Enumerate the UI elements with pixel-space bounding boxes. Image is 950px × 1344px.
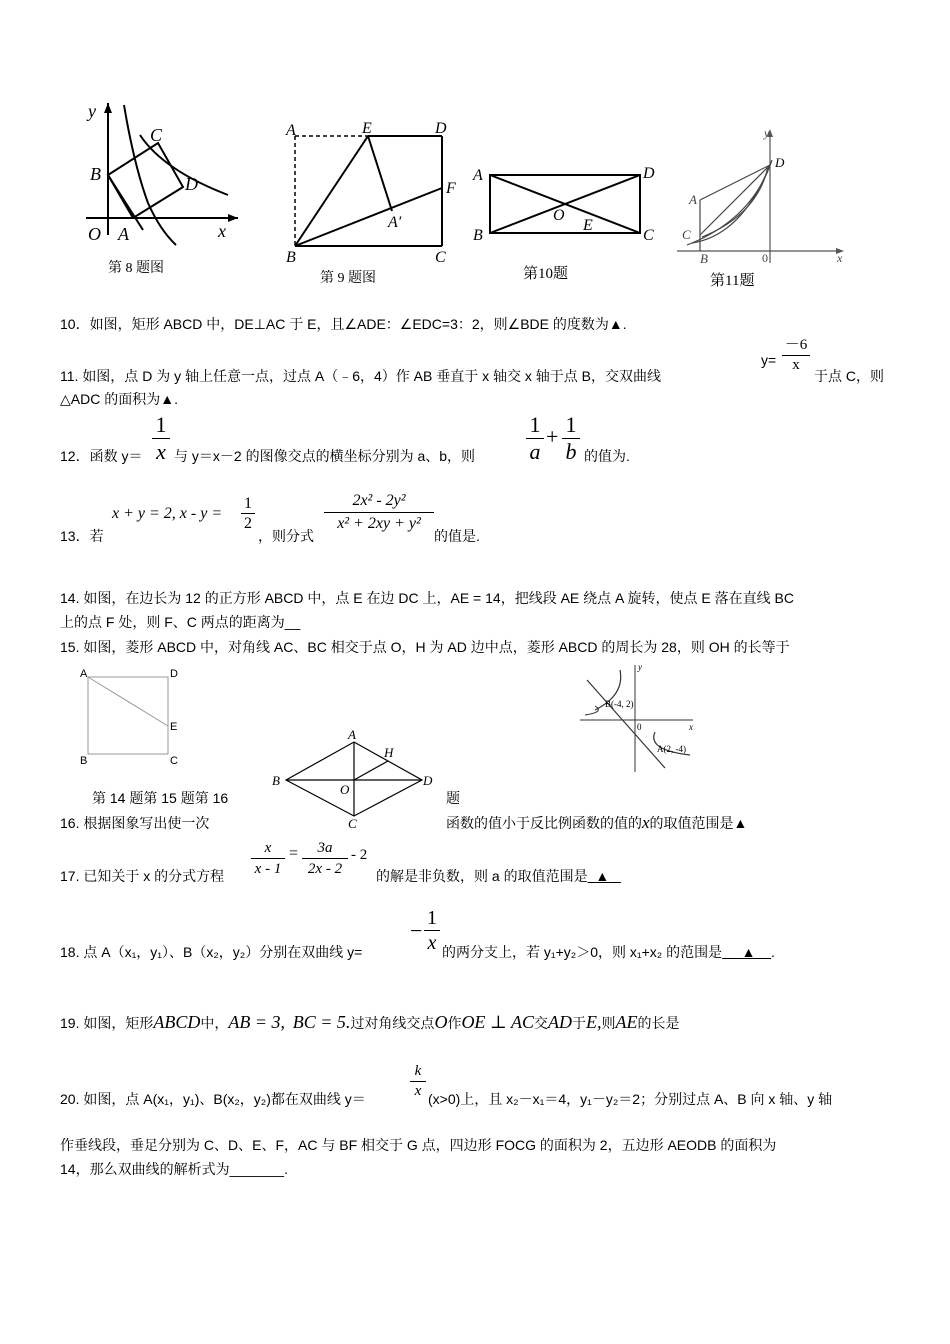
fig16-label-b: B(-4, 2): [605, 699, 634, 709]
fig10-label-d: D: [643, 165, 655, 182]
q12-fraction-den: x: [156, 439, 166, 464]
fig9-label-d: D: [435, 120, 447, 137]
q16-line: [446, 813, 747, 833]
fig10-label-c: C: [643, 227, 654, 244]
q20-num: k: [414, 1063, 422, 1079]
fig16-label-a: A(2, -4): [657, 744, 686, 754]
q17-blank: [588, 868, 621, 884]
question-10: 10．如图，矩形 ABCD 中，DE⊥AC 于 E，且∠ADE：∠EDC=3：2，则∠BDE 的度数为▲.: [60, 316, 627, 332]
q13-text-part3: 的值是.: [434, 528, 480, 544]
q18-end: .: [771, 944, 775, 960]
q18-minus: −: [410, 918, 423, 943]
q13-cond-num: 1: [244, 495, 252, 512]
fig11-label-c: C: [682, 227, 691, 242]
fig9-label-f: F: [446, 180, 456, 197]
q20-text-part2: (x>0)上，且 x₂－x₁＝4，y₁－y₂＝2；分别过点 A、B 向 x 轴、y 轴: [428, 1091, 833, 1107]
q20-text-part1: 20. 如图，点 A(x₁，y₁)、B(x₂，y₂)都在双曲线 y＝: [60, 1091, 366, 1107]
q19-ae: AE: [615, 1012, 638, 1032]
fig8-label-x: x: [218, 221, 226, 241]
q19-bc: BC = 5.: [292, 1012, 351, 1032]
figure-8: [78, 95, 248, 285]
q12-sum-den1: a: [529, 439, 541, 464]
q12-text-part2: 与 y＝x－2 的图像交点的横坐标分别为 a、b，则: [174, 448, 476, 464]
q12-fraction-num: 1: [155, 412, 167, 437]
fig8-label-a: A: [118, 224, 129, 244]
q18-blank: [722, 944, 771, 960]
q11-fraction-num: －6: [784, 337, 808, 353]
q19-text-part4: 作: [447, 1015, 462, 1031]
fig16-label-y: y: [638, 662, 642, 672]
q18-num: 1: [427, 907, 437, 929]
q16-text-part1: 16. 根据图象写出使一次: [60, 815, 210, 831]
q18-blank-mark: ▲: [741, 944, 756, 960]
figure-captions-row: 第 14 题第 15 题第 16: [92, 790, 229, 806]
q19-o: O: [434, 1012, 448, 1032]
fig9-label-b: B: [286, 249, 296, 265]
q12-text-part1: 12．函数 y＝: [60, 448, 143, 464]
q19-text-part7: 则: [601, 1015, 616, 1031]
q11-text-part2: 于点 C，则: [814, 368, 884, 384]
fig10-caption: 第10题: [523, 266, 569, 282]
q12-sum-num2: 1: [565, 412, 577, 437]
q16-var-x: x: [642, 813, 650, 832]
q16-text-part3: 的取值范围是▲: [649, 815, 748, 831]
fig11-label-y: y: [764, 126, 770, 140]
q19-text-part5: 交: [534, 1015, 549, 1031]
fig15-label-d: D: [423, 773, 433, 788]
q11-fraction: [782, 336, 810, 375]
figure-captions-tail: 题: [446, 790, 460, 806]
q17-blank-mark: ▲: [595, 868, 610, 884]
figure-15-graphic: [270, 727, 435, 829]
q13-text-part1: 13．若: [60, 528, 104, 544]
q17-lhs-num: x: [264, 840, 272, 856]
q19-text-part3: 过对角线交点: [350, 1015, 435, 1031]
q12-text-part3: 的值为.: [584, 448, 630, 464]
fig11-label-a: A: [689, 192, 697, 207]
q11-formula-lhs: y=: [761, 352, 777, 368]
q11-text-part1: 11. 如图，点 D 为 y 轴上任意一点，过点 A（﹣6，4）作 AB 垂直于 x 轴交 x 轴于点 B，交双曲线: [60, 368, 662, 384]
q17-text-part1: 17. 已知关于 x 的分式方程: [60, 868, 225, 884]
question-14-line1: 14. 如图，在边长为 12 的正方形 ABCD 中，点 E 在边 DC 上，AE = 14，把线段 AE 绕点 A 旋转，使点 E 落在直线 BC: [60, 590, 794, 606]
fig16-label-x: x: [689, 722, 693, 732]
q13-text-part2: ，则分式: [258, 528, 314, 544]
fig16-label-o: 0: [637, 722, 642, 732]
fig10-label-e: E: [583, 217, 593, 234]
figure-14: [76, 666, 186, 770]
question-20-line2: 作垂线段，垂足分别为 C、D、E、F，AC 与 BF 相交于 G 点，四边形 FOCG 的面积为 2，五边形 AEODB 的面积为: [60, 1137, 777, 1153]
q19-ad: AD: [548, 1012, 573, 1032]
figure-16: [575, 660, 705, 774]
q19-ab: AB = 3,: [228, 1012, 285, 1032]
q13-expr-den: x² + 2xy + y²: [337, 515, 421, 532]
q17-rhs-tail: - 2: [351, 847, 368, 863]
fig11-caption: 第11题: [710, 273, 755, 289]
fig9-caption: 第 9 题图: [320, 271, 376, 286]
figure-11: [672, 125, 857, 293]
q19-text-part8: 的长是: [637, 1015, 680, 1031]
q17-rhs-den: 2x - 2: [307, 861, 343, 877]
q12-plus: +: [546, 424, 559, 449]
q19-e: E,: [586, 1012, 602, 1032]
fig15-label-h: H: [384, 745, 394, 760]
fig11-label-x: x: [837, 251, 843, 265]
q18-fraction: [424, 906, 440, 955]
figure-11-graphic: [672, 125, 857, 265]
fig8-label-c: C: [150, 125, 163, 145]
q17-rhs-num: 3a: [317, 840, 333, 856]
q19-text-part1: 19. 如图，矩形: [60, 1015, 154, 1031]
fig11-label-d: D: [775, 155, 785, 170]
figure-16-graphic: [575, 660, 705, 774]
figure-9-graphic: [280, 115, 465, 265]
fig15-label-b: B: [272, 773, 280, 788]
q20-fraction: [410, 1062, 426, 1101]
figure-9: [280, 115, 465, 290]
q16-text-part2: 函数的值小于反比例函数的值的: [446, 815, 642, 831]
q17-text-part2: 的解是非负数，则 a 的取值范围是: [376, 868, 588, 884]
fig14-label-e: E: [170, 721, 178, 733]
q18-line: [442, 942, 775, 962]
q18-text-part2: 的两分支上，若 y₁+y₂＞0，则 x₁+x₂ 的范围是: [442, 944, 723, 960]
fig10-label-a: A: [473, 167, 483, 184]
fig8-label-o: O: [88, 224, 101, 244]
q19-text-part2: 中，: [200, 1015, 229, 1031]
fig14-label-a: A: [80, 668, 88, 680]
fig15-label-a: A: [348, 727, 356, 742]
q13-expression-fraction: [324, 490, 434, 535]
question-19: [60, 1012, 680, 1033]
fig14-label-c: C: [170, 755, 178, 767]
figure-10-graphic: [465, 160, 665, 245]
q17-equals: =: [289, 845, 299, 862]
fig8-label-y: y: [88, 101, 96, 121]
q17-lhs-den: x - 1: [254, 861, 282, 877]
figure-14-graphic: [76, 666, 186, 770]
figure-15: [270, 727, 435, 829]
q19-text-part6: 于: [572, 1015, 587, 1031]
q17-lhs-fraction: [251, 838, 285, 879]
q20-den: x: [414, 1083, 422, 1099]
fig9-label-c: C: [435, 249, 446, 265]
question-11-line2: △ADC 的面积为▲.: [60, 391, 178, 407]
fig9-label-a: A: [286, 122, 296, 139]
q17-rhs-fraction: [302, 838, 348, 879]
fig15-label-c: C: [348, 816, 357, 829]
q17-line: [376, 866, 621, 886]
fig11-label-o: 0: [762, 251, 768, 265]
q11-fraction-den: x: [792, 357, 800, 373]
fig8-label-d: D: [185, 174, 198, 194]
question-20-line3: 14，那么双曲线的解析式为_______.: [60, 1161, 288, 1177]
fig9-label-a-prime: A′: [388, 214, 402, 231]
fig15-label-o: O: [340, 782, 350, 797]
q18-den: x: [427, 932, 437, 954]
fig14-label-b: B: [80, 755, 88, 767]
fig10-label-b: B: [473, 227, 483, 244]
fig14-label-d: D: [170, 668, 178, 680]
q13-cond-den: 2: [244, 515, 252, 532]
question-11-line1: [60, 366, 661, 386]
q13-expr-num: 2x² - 2y²: [352, 492, 406, 509]
q12-sum-den2: b: [565, 439, 577, 464]
q12-fraction: [152, 412, 170, 465]
fig9-label-e: E: [362, 120, 372, 137]
q13-condition: x + y = 2, x - y =: [112, 505, 223, 522]
q19-abcd: ABCD: [153, 1012, 201, 1032]
q18-text-part1: 18. 点 A（x₁，y₁）、B（x₂，y₂）分别在双曲线 y=: [60, 944, 363, 960]
fig10-label-o: O: [553, 207, 565, 224]
question-15: 15. 如图，菱形 ABCD 中，对角线 AC、BC 相交于点 O，H 为 AD 边中点，菱形 ABCD 的周长为 28，则 OH 的长等于: [60, 639, 790, 655]
fig8-caption: 第 8 题图: [108, 261, 164, 276]
q12-sum-fraction-1: [526, 412, 544, 465]
question-14-line2: 上的点 F 处，则 F、C 两点的距离为__: [60, 614, 301, 630]
q19-oe: OE ⊥ AC: [461, 1012, 535, 1032]
q12-sum-num1: 1: [529, 412, 541, 437]
fig8-label-b: B: [90, 164, 101, 184]
figure-10: [465, 160, 665, 290]
q13-cond-fraction: [241, 494, 255, 533]
fig11-label-b: B: [700, 251, 708, 265]
q12-sum-fraction-2: [562, 412, 580, 465]
